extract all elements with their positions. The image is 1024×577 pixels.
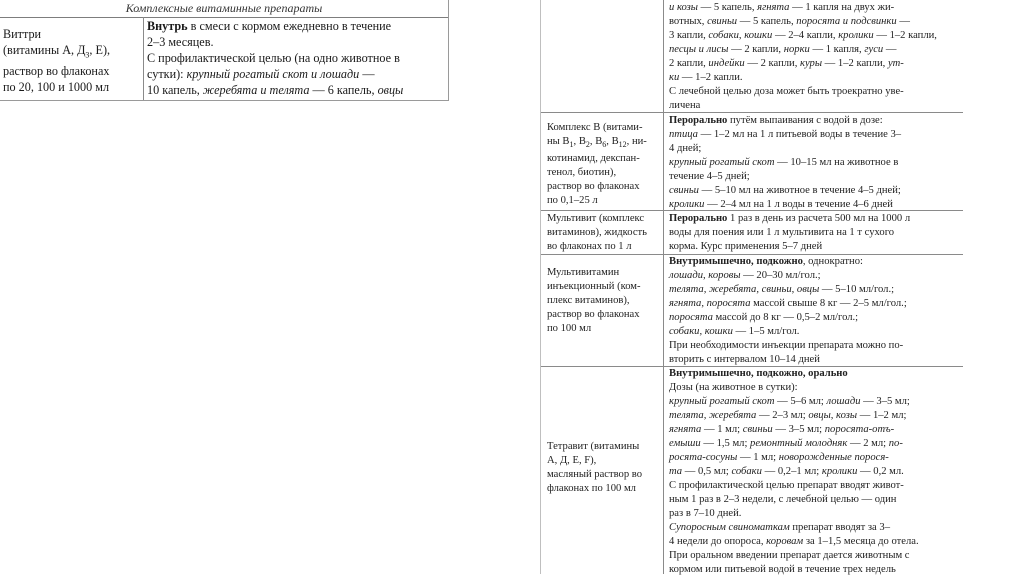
dosage-viltri: Внутрь в смеси с кормом ежедневно в течение 2–3 месяцев. С профилактической целью (на одно животное в сутки): крупный рогатый скот и лошади — 10 капель, жеребята и телята — 6 капель, овцы [147,19,404,97]
row-divider [541,112,963,113]
product-name-viltri [3,26,141,95]
dosage-complex-b: Перорально путём выпаивания с водой в дозе: птица — 1–2 мл на 1 л питьевой воды в течение 3– 4 дней; крупный рогатый скот — 10–15 мл на животное в течение 4–5 дней; свиньи — 5–10 мл на животное в течение 4–5 дней; кролики — 2–4 мл на 1 л воды в течение 4–6 дней [669,115,902,210]
dosage-line: песцы и лисы — 2 капли, норки — 1 капля, гуси — [669,44,897,55]
dosage-multivitamin-injection: Внутримышечно, подкожно, однократно: лошади, коровы — 20–30 мл/гол.; телята, жеребята, свиньи, овцы — 5–10 мл/гол.; ягнята, поросята массой свыше 8 кг — 2–5 мл/гол.; поросята массой до 8 кг — 0,5–2 мл/гол.; собаки, кошки — 1–5 мл/гол. При необходимости инъекции препарата можно по- вторить с интервалом 10–14 дней [669,256,907,365]
dosage-line: С лечебной целью доза может быть троекратно уве- [669,86,904,97]
product-name-complex-b: Комплекс В (витами- ны $В_1$, $В_2$, $В_6$, $В_{12}$, ни- котинамид, декспан- тенол, биотин), раствор во флаконах по 0,1–25 л [547,122,647,207]
table-title: Комплексные витаминные препараты [0,0,448,18]
right-page [540,0,963,574]
dosage-tetravit: Внутримышечно, подкожно, орально Дозы (на животное в сутки): крупный рогатый скот — 5–6 мл; лошади — 3–5 мл; телята, жеребята — 2–3 мл; овцы, козы — 1–2 мл; ягнята — 1 мл; свиньи — 3–5 мл; поросята-отъ- емыши — 1,5 мл; ремонтный молодняк — 2 мл; по- росята-сосуны — 1 мл; новорожденные порося- та — 0,5 мл; собаки — 0,2–1 мл; кролики — 0,2 мл. С профилактической целью препарат вводят живот- ным 1 раз в 2–3 недели, с лечебной целью — один раз в 7–10 дней. Супоросным свиноматкам препарат вводят за 3– 4 недели до опороса, коровам за 1–1,5 месяца до отела. При оральном введении препарат дается животным с кормом или питьевой водой в течение трех недель [669,368,919,575]
dosage-line: 3 капли, собаки, кошки — 2–4 капли, кролики — 1–2 капли, [669,30,937,41]
product-name-multivit: Мультивит (комплекс витаминов), жидкость во флаконах по 1 л [547,213,648,252]
dosage-multivit: Перорально 1 раз в день из расчета 500 мл на 1000 л воды для поения или 1 л мультивита на 1 т сухого корма. Курс применения 5–7 дней [669,213,911,252]
left-page-fragment [0,0,449,101]
dosage-line: ки — 1–2 капли. [669,72,743,83]
dosage-line: 2 капли, индейки — 2 капли, куры — 1–2 капли, ут- [669,58,904,69]
name-line: по 20, 100 и 1000 мл [3,80,110,95]
name-line: раствор во флаконах [3,64,110,79]
name-line: (витамины А, $Д_3$, Е), [3,43,111,60]
row-divider [541,210,963,211]
product-name-multivitamin-injection: Мультивитамин инъекционный (ком- плекс витаминов), раствор во флаконах по 100 мл [547,267,641,334]
product-name-tetravit: Тетравит (витамины А, Д, Е, F), масляный раствор во флаконах по 100 мл [547,441,643,494]
column-divider [143,17,144,100]
name-line: Виттри [3,27,42,41]
dosage-line: вотных, свиньи — 5 капель, поросята и подсвинки — [669,16,910,27]
column-divider [663,0,664,574]
dosage-line: и козы — 5 капель, ягнята — 1 капля на двух жи- [669,2,895,13]
dosage-line: личена [669,100,701,111]
dosage-continuation [669,1,961,113]
